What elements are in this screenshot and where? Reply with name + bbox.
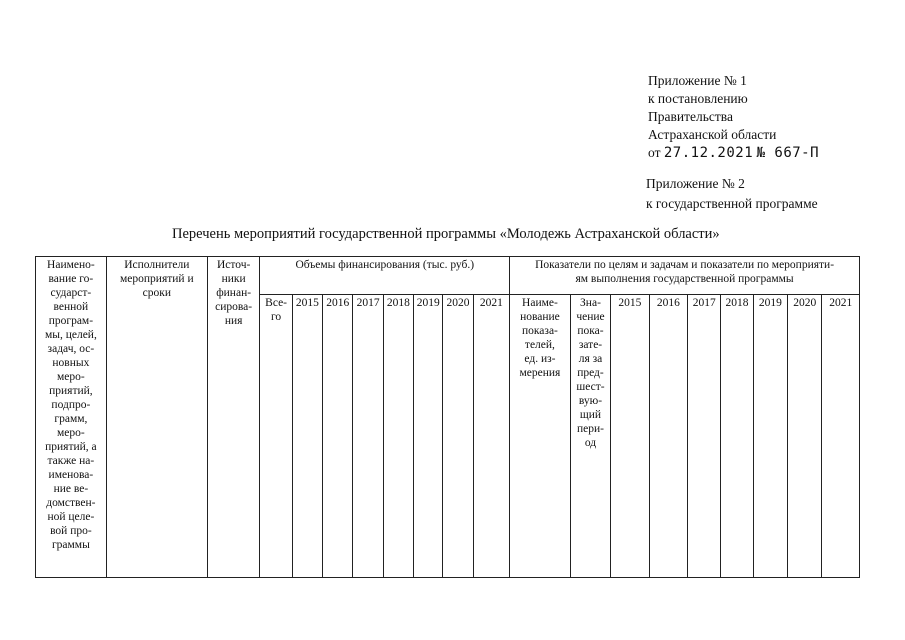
financing-total-header (260, 295, 292, 578)
indicator-year-header: 2018 (721, 295, 753, 578)
cell-line: шест- (576, 381, 605, 393)
appendix-1-line: Правительства (648, 109, 733, 124)
financing-year-header: 2020 (443, 295, 473, 578)
cell-line: венной (53, 301, 89, 313)
measures-table (35, 256, 860, 578)
indicators-group-header (510, 257, 860, 295)
indicator-name-header (510, 295, 571, 578)
cell-line: именова- (48, 469, 94, 481)
cell-line: Исполнители (124, 259, 190, 271)
col-executors-header (106, 257, 207, 578)
cell-line: приятий, а (45, 441, 97, 453)
cell-line: приятий, (49, 385, 93, 397)
cell-line: сроки (142, 287, 171, 299)
cell-line: меро- (57, 371, 85, 383)
cell-line: пред- (577, 367, 604, 379)
appendix-1-line: Астраханской области (648, 127, 777, 142)
appendix-1-block (648, 72, 819, 162)
indicator-year-header: 2021 (822, 295, 860, 578)
cell-line: ля за (578, 353, 603, 365)
cell-line: финан- (216, 287, 252, 299)
cell-line: сирова- (215, 301, 253, 313)
decree-reference (648, 144, 819, 162)
cell-line: Зна- (580, 297, 601, 309)
cell-line: Наиме- (522, 297, 558, 309)
indicator-year-header: 2020 (788, 295, 822, 578)
appendix-1-line: Приложение № 1 (648, 73, 747, 88)
col-sources-header (207, 257, 260, 578)
cell-line: нование (520, 311, 560, 323)
cell-line: ние ве- (53, 483, 89, 495)
cell-line: ники (221, 273, 246, 285)
financing-year-header: 2016 (323, 295, 353, 578)
appendix-1-line: к постановлению (648, 91, 748, 106)
appendix-2-line: к государственной программе (646, 196, 818, 211)
cell-line: вую- (578, 395, 603, 407)
indicator-previous-value-header (570, 295, 610, 578)
cell-line: ния (224, 315, 243, 327)
col-program-name-header (36, 257, 107, 578)
cell-line: домствен- (46, 497, 96, 509)
cell-line: телей, (524, 339, 555, 351)
cell-line: чение (576, 311, 605, 323)
cell-line: подпро- (51, 399, 91, 411)
cell-line: новных (52, 357, 90, 369)
cell-line: также на- (47, 455, 95, 467)
indicator-year-header: 2016 (649, 295, 687, 578)
cell-line: ед. из- (524, 353, 556, 365)
cell-line: Наимено- (47, 259, 95, 271)
cell-line: мероприятий и (120, 273, 194, 285)
cell-line: вой про- (50, 525, 92, 537)
decree-number: № 667-П (756, 145, 820, 161)
cell-line: Показатели по целям и задачам и показатели по мероприяти- (535, 259, 835, 271)
cell-line: мы, целей, (44, 329, 97, 341)
cell-line: програм- (48, 315, 94, 327)
financing-year-header: 2015 (292, 295, 322, 578)
cell-line: граммы (51, 539, 90, 551)
cell-line: Все- (265, 297, 288, 309)
cell-line: мерения (519, 367, 561, 379)
financing-year-header: 2019 (414, 295, 443, 578)
cell-line: щий (579, 409, 602, 421)
cell-line: задач, ос- (47, 343, 95, 355)
financing-year-header: 2021 (473, 295, 509, 578)
indicator-year-header: 2015 (611, 295, 649, 578)
cell-line: Источ- (216, 259, 251, 271)
financing-year-header: 2018 (383, 295, 413, 578)
financing-group-header: Объемы финансирования (тыс. руб.) (260, 257, 510, 295)
appendix-2-line: Приложение № 2 (646, 176, 745, 191)
cell-line: ям выполнения государственной программы (575, 273, 794, 285)
indicator-year-header: 2017 (688, 295, 721, 578)
cell-line: го (271, 311, 282, 323)
decree-prefix: от (648, 145, 661, 160)
cell-line: пери- (576, 423, 604, 435)
indicator-year-header: 2019 (753, 295, 787, 578)
document-title: Перечень мероприятий государственной программы «Молодежь Астраханской области» (172, 226, 720, 242)
cell-line: меро- (57, 427, 85, 439)
cell-line: сударст- (50, 287, 92, 299)
cell-line: ной целе- (47, 511, 95, 523)
cell-line: показа- (521, 325, 558, 337)
cell-line: пока- (577, 325, 604, 337)
financing-year-header: 2017 (353, 295, 383, 578)
cell-line: од (584, 437, 597, 449)
cell-line: вание го- (48, 273, 94, 285)
cell-line: зате- (578, 339, 603, 351)
cell-line: грамм, (54, 413, 88, 425)
appendix-2-block (646, 174, 818, 214)
decree-date: 27.12.2021 (663, 145, 754, 161)
